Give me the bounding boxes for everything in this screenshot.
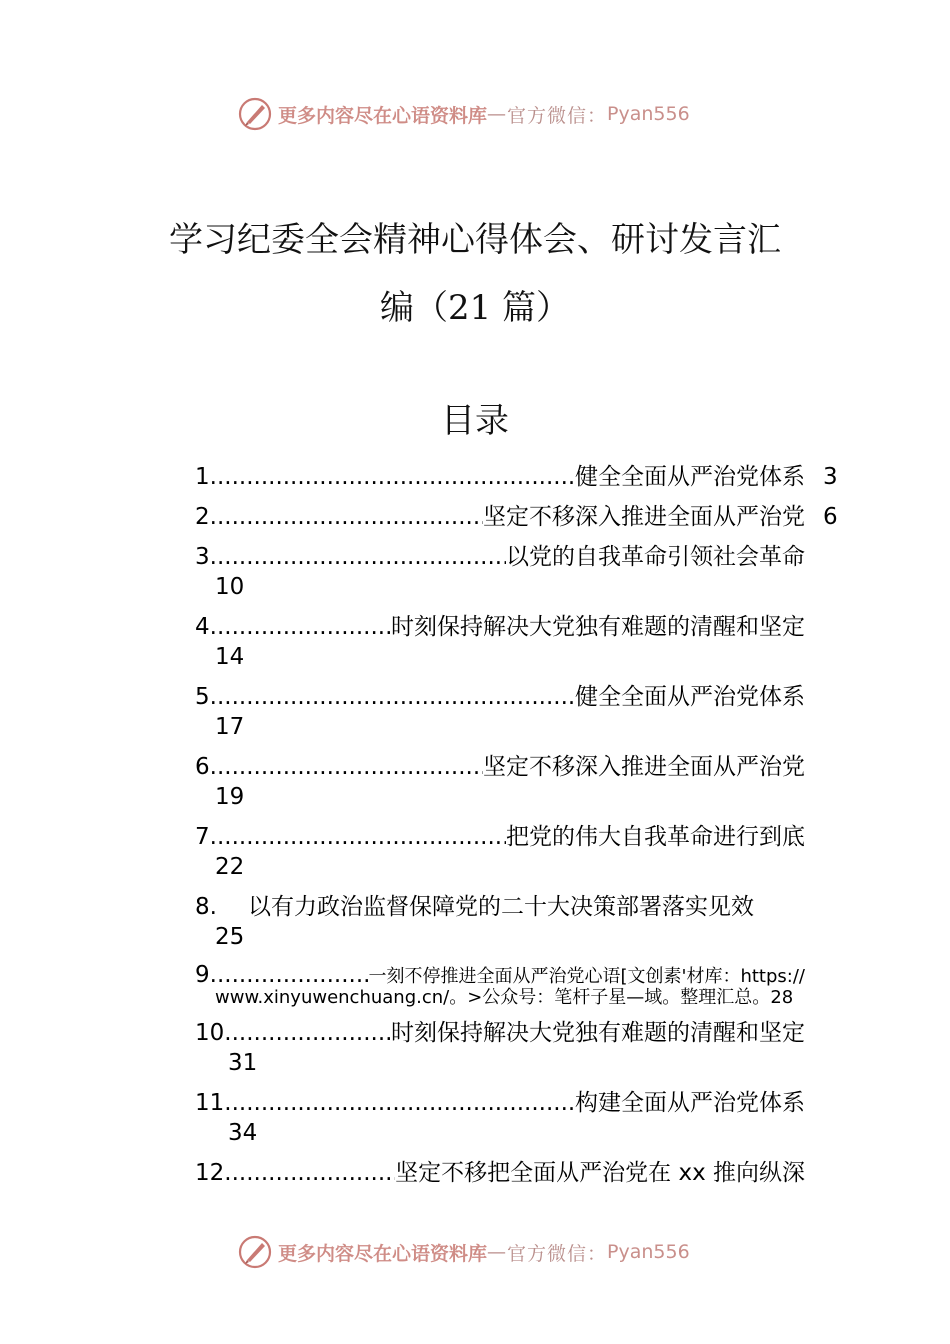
watermark-wechat: Pyan556 [607, 103, 690, 125]
toc-item-2[interactable] [195, 502, 838, 532]
toc-item-4[interactable] [195, 612, 835, 670]
toc-leader-dots [210, 542, 506, 572]
toc-leader-dots [210, 752, 483, 782]
watermark-dash: — [487, 103, 508, 125]
toc-item-title: 以党的自我革命引领社会革命 [506, 544, 805, 570]
toc-item-page: 19 [215, 784, 245, 810]
watermark-banner-bottom [238, 1232, 758, 1272]
toc-item-number: 5 [195, 684, 210, 710]
toc-leader-dots [210, 502, 483, 532]
toc-item-8[interactable] [195, 892, 835, 950]
toc-item-page: 22 [215, 854, 245, 880]
toc-item-number: 12 [195, 1160, 225, 1186]
toc-item-page: 10 [215, 574, 245, 600]
toc-item-12[interactable] [195, 1158, 835, 1188]
toc-item-3[interactable] [195, 542, 835, 600]
toc-item-1[interactable] [195, 462, 838, 492]
toc-item-number: 9 [195, 962, 210, 988]
toc-item-title: 时刻保持解决大党独有难题的清醒和坚定 [391, 614, 805, 640]
toc-item-title-continued: www.xinyuwenchuang.cn/。>公众号：笔杆子星—域。整理汇总。 [215, 987, 771, 1008]
watermark-dash: — [487, 1241, 508, 1263]
watermark-label: 官方微信： [507, 104, 608, 127]
toc-item-page: 28 [770, 987, 794, 1008]
toc-item-title: 健全全面从严治党体系 [575, 684, 805, 710]
toc-item-title: 坚定不移把全面从严治党在 xx 推向纵深 [395, 1160, 805, 1186]
toc-item-title: 一刻不停推进全面从严治党心语[文创素'材库：https:// [368, 966, 805, 987]
watermark-wechat: Pyan556 [607, 1241, 690, 1263]
toc-item-9[interactable] [195, 960, 835, 1008]
toc-item-11[interactable] [195, 1088, 835, 1146]
toc-leader-dots [224, 1018, 391, 1048]
toc-item-number: 7 [195, 824, 210, 850]
toc-heading: 目录 [441, 401, 509, 441]
toc-item-number: 8. [195, 894, 217, 920]
toc-item-6[interactable] [195, 752, 835, 810]
quill-pen-logo-icon [238, 1235, 272, 1269]
toc-item-10[interactable] [195, 1018, 835, 1076]
toc-item-title: 坚定不移深入推进全面从严治党 [483, 754, 805, 780]
toc-item-7[interactable] [195, 822, 835, 880]
toc-item-page: 6 [823, 504, 838, 530]
toc-item-page: 25 [215, 924, 245, 950]
toc-item-title: 健全全面从严治党体系 [575, 464, 805, 490]
document-title-line-1: 学习纪委全会精神心得体会、研讨发言汇 [169, 220, 781, 260]
toc-item-number: 4 [195, 614, 210, 640]
watermark-brand: 更多内容尽在心语资料库 [278, 104, 488, 127]
toc-item-page: 31 [228, 1050, 258, 1076]
toc-item-number: 1 [195, 464, 210, 490]
watermark-banner-top [238, 94, 758, 134]
toc-item-page: 14 [215, 644, 245, 670]
quill-pen-logo-icon [238, 97, 272, 131]
toc-item-number: 2 [195, 504, 210, 530]
toc-item-title: 把党的伟大自我革命进行到底 [506, 824, 805, 850]
toc-item-page: 34 [228, 1120, 258, 1146]
document-title-line-2: 编（21 篇） [379, 288, 571, 328]
toc-item-number: 10 [195, 1020, 225, 1046]
toc-leader-dots [224, 1158, 395, 1188]
watermark-label: 官方微信： [507, 1242, 608, 1265]
toc-item-title: 以有力政治监督保障党的二十大决策部署落实见效 [248, 894, 754, 920]
toc-item-number: 11 [195, 1090, 225, 1116]
toc-item-number: 3 [195, 544, 210, 570]
toc-item-5[interactable] [195, 682, 835, 740]
toc-item-title: 坚定不移深入推进全面从严治党 [483, 504, 805, 530]
watermark-brand: 更多内容尽在心语资料库 [278, 1242, 488, 1265]
toc-item-title: 时刻保持解决大党独有难题的清醒和坚定 [391, 1020, 805, 1046]
toc-item-number: 6 [195, 754, 210, 780]
toc-leader-dots [210, 822, 506, 852]
toc-item-page: 17 [215, 714, 245, 740]
toc-leader-dots [210, 612, 391, 642]
toc-leader-dots [210, 682, 575, 712]
toc-leader-dots [224, 1088, 575, 1118]
toc-item-page: 3 [823, 464, 838, 490]
toc-item-title: 构建全面从严治党体系 [575, 1090, 805, 1116]
toc-leader-dots [210, 462, 575, 492]
